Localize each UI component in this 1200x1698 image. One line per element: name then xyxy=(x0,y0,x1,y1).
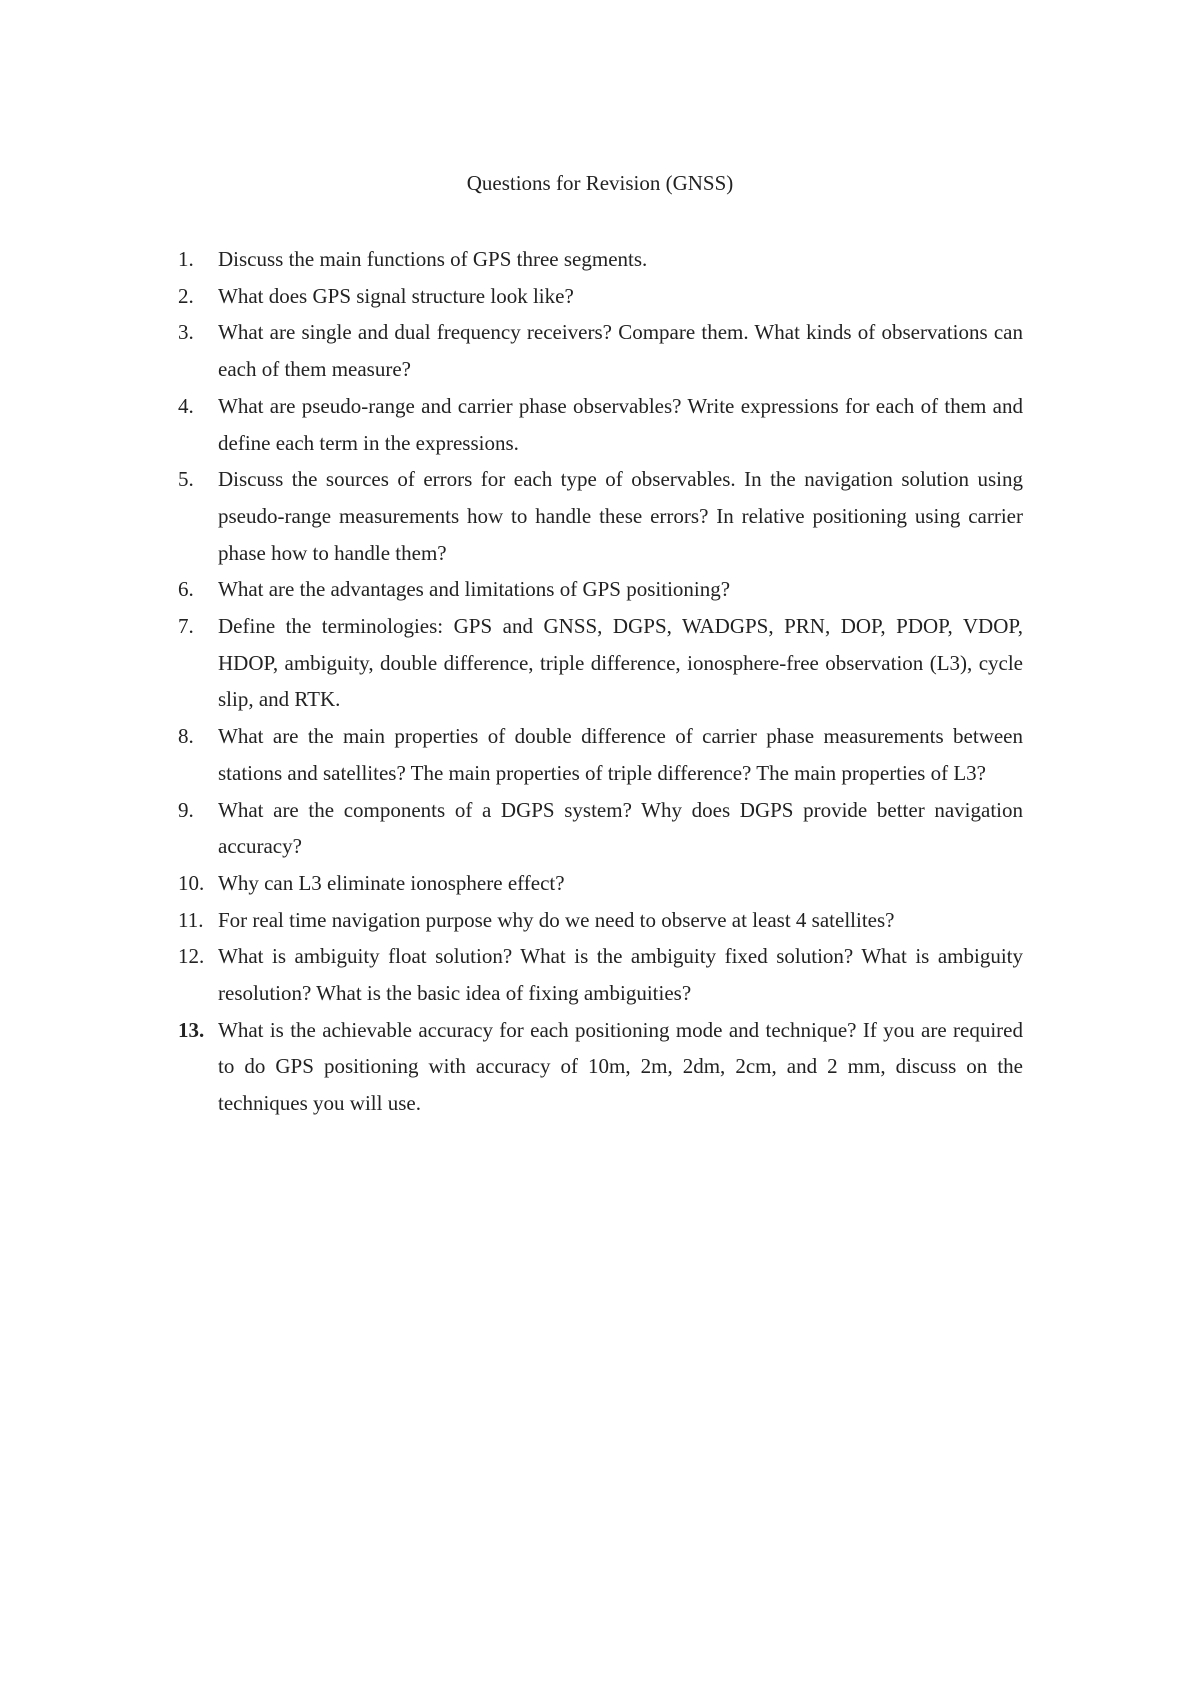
item-text: What are the components of a DGPS system? Why does DGPS provide better navigation accuracy? xyxy=(218,797,1023,859)
item-text: Define the terminologies: GPS and GNSS, DGPS, WADGPS, PRN, DOP, PDOP, VDOP, HDOP, ambiguity, double difference, triple difference, ionosphere-free observation (L3), cycle slip, and RTK. xyxy=(218,614,1023,712)
list-item xyxy=(178,902,1023,939)
item-number: 8. xyxy=(178,724,194,749)
list-item xyxy=(178,938,1023,1011)
item-number: 12. xyxy=(178,944,205,969)
item-text: For real time navigation purpose why do we need to observe at least 4 satellites? xyxy=(218,907,895,932)
item-text: What are the advantages and limitations of GPS positioning? xyxy=(218,577,731,602)
list-item xyxy=(178,314,1023,387)
list-item xyxy=(178,388,1023,461)
item-number: 5. xyxy=(178,467,194,492)
item-number: 11. xyxy=(178,907,204,932)
item-number: 3. xyxy=(178,320,194,345)
item-number: 6. xyxy=(178,577,194,602)
list-item xyxy=(178,278,1023,315)
list-item xyxy=(178,1012,1023,1122)
question-list xyxy=(178,241,1023,1122)
item-text: What is ambiguity float solution? What is the ambiguity fixed solution? What is ambiguity resolution? What is the basic idea of fixing ambiguities? xyxy=(218,944,1023,1006)
item-number: 4. xyxy=(178,393,194,418)
list-item xyxy=(178,461,1023,571)
item-text: Discuss the main functions of GPS three segments. xyxy=(218,247,648,271)
item-text: What are pseudo-range and carrier phase observables? Write expressions for each of them and define each term in the expressions. xyxy=(218,393,1023,455)
list-item xyxy=(178,241,1023,278)
item-number: 10. xyxy=(178,870,205,895)
item-number: 9. xyxy=(178,797,194,822)
page-title: Questions for Revision (GNSS) xyxy=(466,171,734,195)
item-text: What is the achievable accuracy for each positioning mode and technique? If you are required to do GPS positioning with accuracy of 10m, 2m, 2dm, 2cm, and 2 mm, discuss on the techniques you will use. xyxy=(218,1017,1023,1116)
list-item xyxy=(178,718,1023,791)
item-number: 1. xyxy=(178,247,194,271)
item-text: What does GPS signal structure look like? xyxy=(218,283,574,308)
list-item xyxy=(178,571,1023,608)
item-text: What are the main properties of double difference of carrier phase measurements between stations and satellites? The main properties of triple difference? The main properties of L3? xyxy=(218,724,1023,785)
item-number: 7. xyxy=(178,614,194,639)
item-text: What are single and dual frequency receivers? Compare them. What kinds of observations can each of them measure? xyxy=(218,320,1023,382)
item-text: Discuss the sources of errors for each type of observables. In the navigation solution using pseudo-range measurements how to handle these errors? In relative positioning using carrier phase how to handle them? xyxy=(218,467,1023,565)
item-text: Why can L3 eliminate ionosphere effect? xyxy=(218,870,565,895)
item-number: 2. xyxy=(178,283,194,308)
item-number: 13. xyxy=(178,1017,205,1042)
list-item xyxy=(178,865,1023,902)
list-item xyxy=(178,608,1023,718)
list-item xyxy=(178,792,1023,865)
